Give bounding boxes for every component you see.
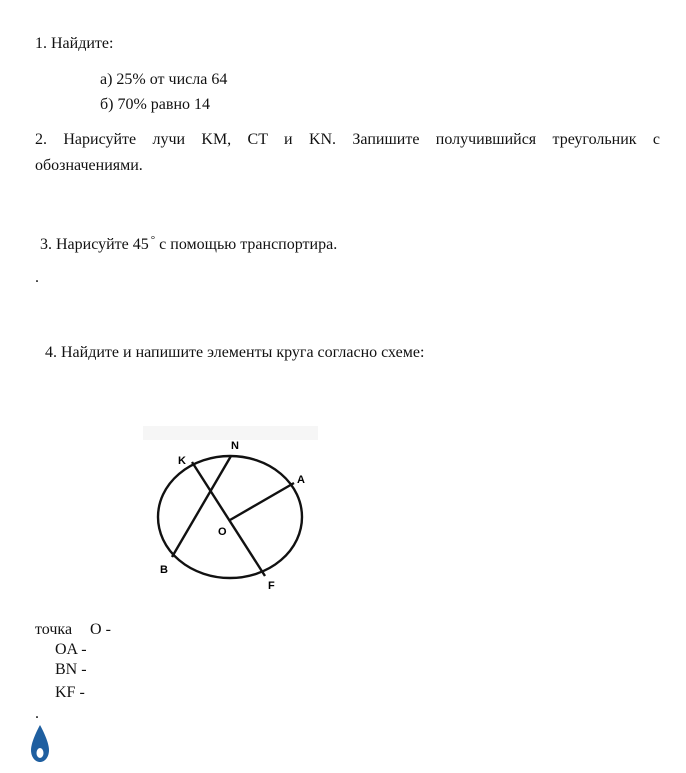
task3-text-after: с помощью транспортира. <box>159 236 338 253</box>
label-n: N <box>231 440 239 452</box>
task4-title: 4. Найдите и напишите элементы круга согласно схеме: <box>45 344 425 361</box>
radius-oa <box>230 483 294 520</box>
dot-marker: . <box>35 269 39 286</box>
answer-bn: BN - <box>55 661 87 678</box>
water-drop-icon <box>28 723 52 765</box>
task1-title: 1. Найдите: <box>35 35 114 52</box>
label-k: K <box>178 455 186 467</box>
answer-kf: KF - <box>55 684 85 701</box>
answer-point-label: точка <box>35 621 73 638</box>
label-a: A <box>297 474 305 486</box>
task3-text-before: 3. Нарисуйте 45 <box>40 236 149 253</box>
label-o: O <box>218 526 227 538</box>
label-b: B <box>160 564 168 576</box>
task2-line2: обозначениями. <box>35 157 143 174</box>
label-f: F <box>268 580 275 592</box>
dot-marker-2: . <box>35 705 39 722</box>
task1-item-a: а) 25% от числа 64 <box>100 71 228 88</box>
degree-symbol: ° <box>150 234 156 246</box>
answer-point-value: O - <box>90 621 111 638</box>
diagram-background-strip <box>143 426 318 440</box>
answer-oa: OA - <box>55 641 87 658</box>
task2-line1: 2. Нарисуйте лучи KM, CT и KN. Запишите получившийся треугольник с <box>35 131 660 148</box>
drop-highlight <box>37 748 44 758</box>
answer-point-o <box>35 620 111 640</box>
circle-outline <box>158 456 302 578</box>
task1-item-b: б) 70% равно 14 <box>100 96 211 113</box>
chord-kf <box>192 462 265 576</box>
